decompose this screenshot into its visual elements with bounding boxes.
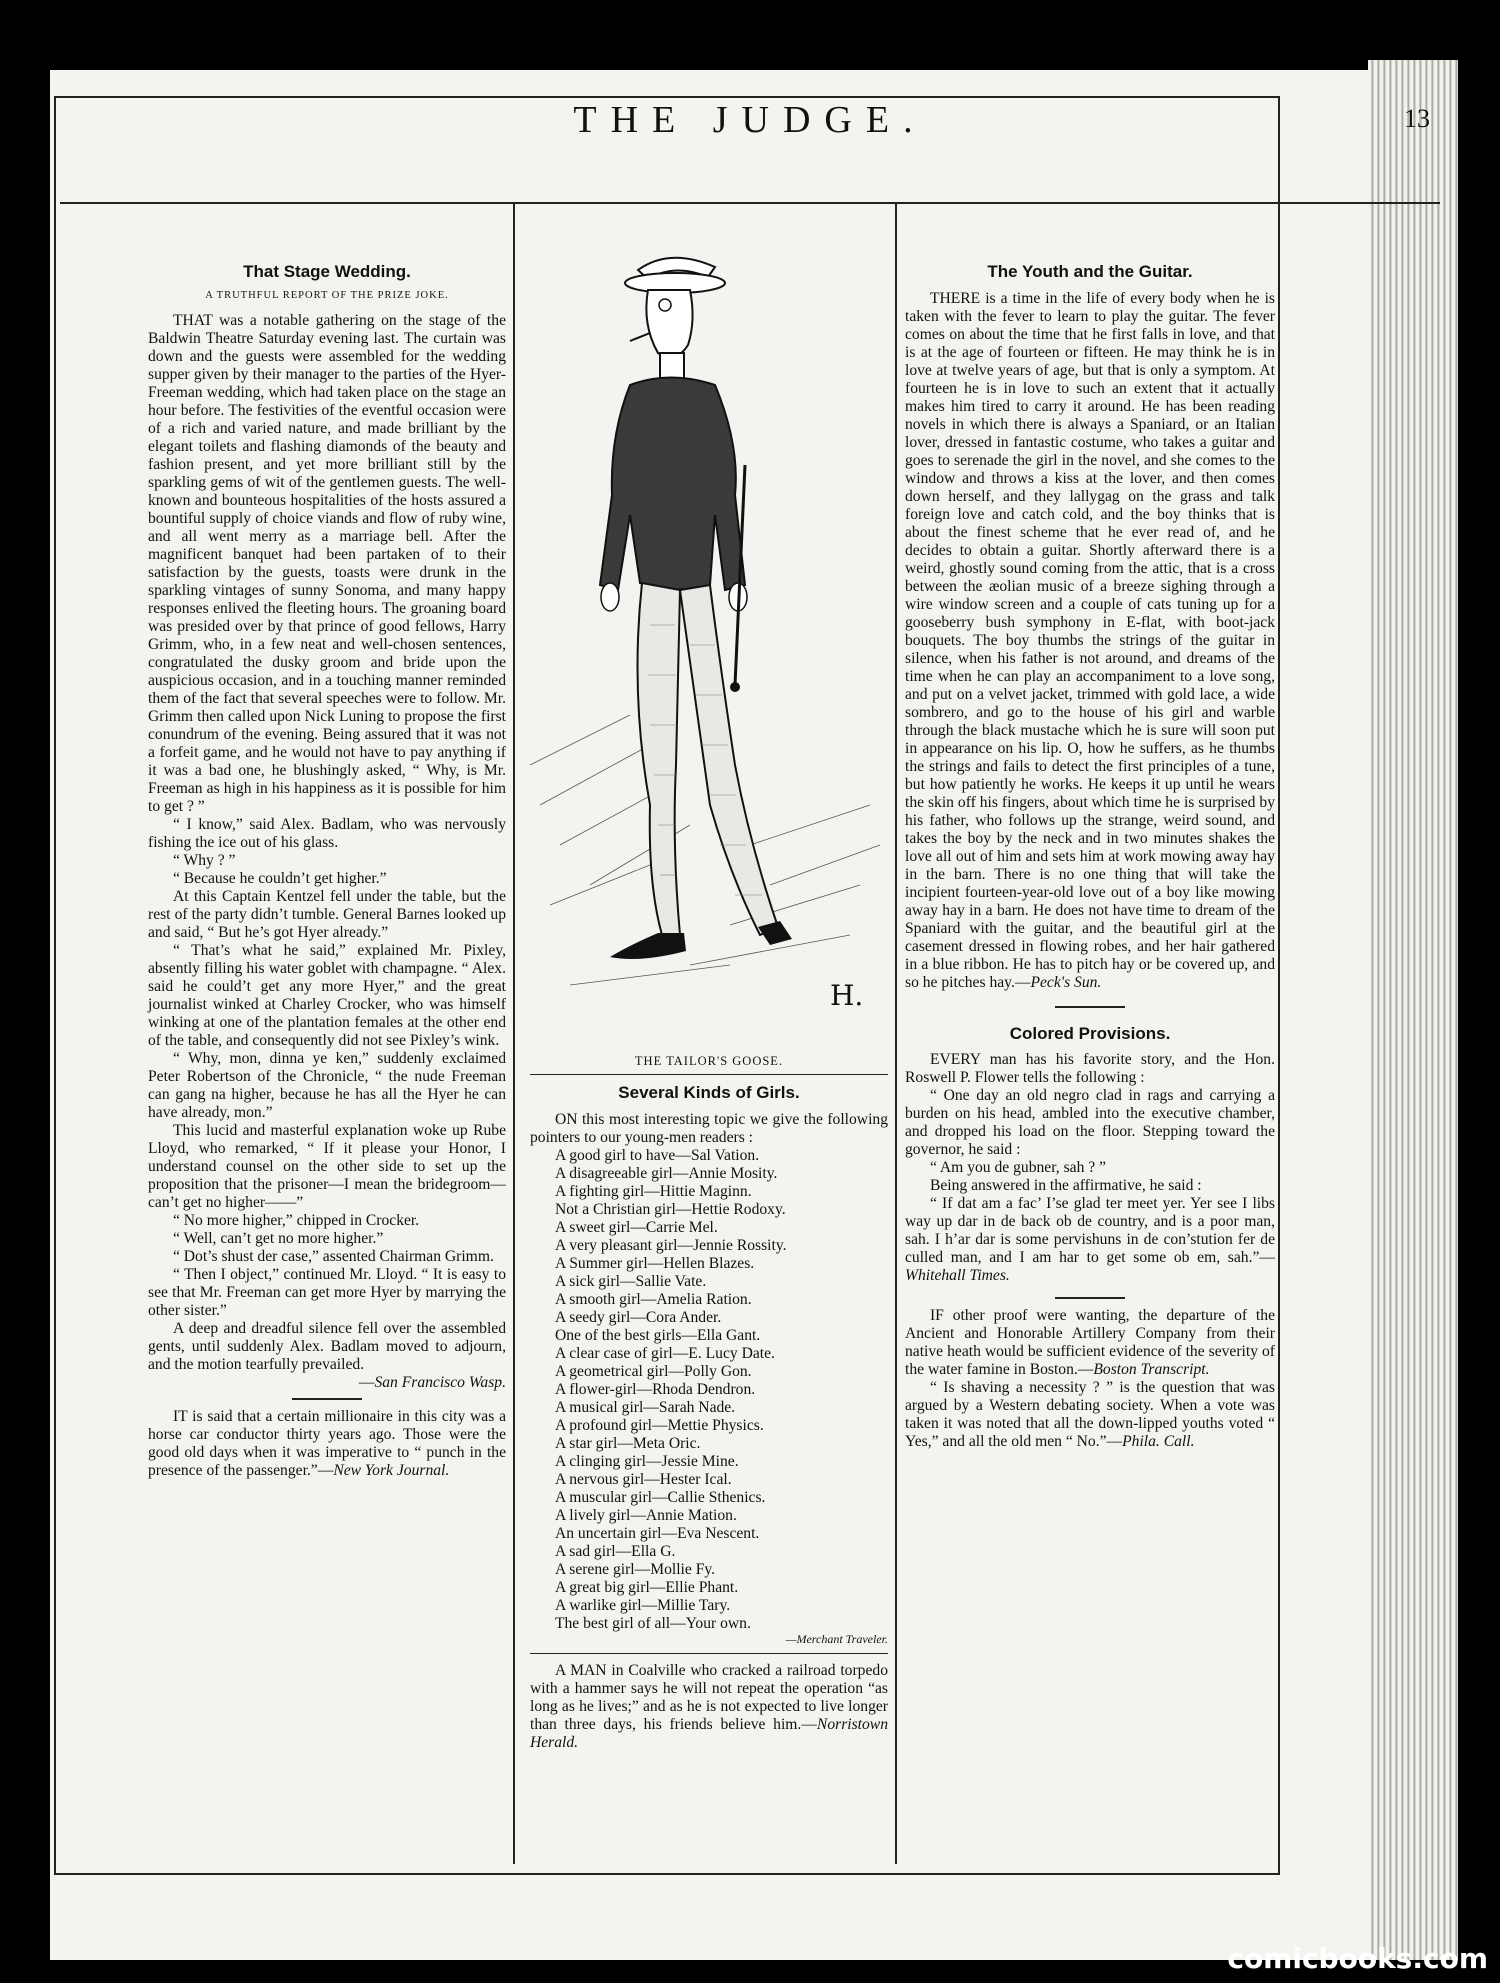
short-item: “ Is shaving a necessity ? ” is the question that was argued by a Western debating society. When a vote was taken it was noted that all the down-lipped youths voted “ Yes,” and all the old men “ No.”—Phila. Call. — [905, 1379, 1275, 1451]
paragraph: “ I know,” said Alex. Badlam, who was nervously fishing the ice out of his glass. — [148, 815, 506, 851]
list-item: A serene girl—Mollie Fy. — [554, 1561, 716, 1579]
list-item: A clinging girl—Jessie Mine. — [554, 1453, 739, 1471]
article-source: San Francisco Wasp. — [374, 1373, 506, 1391]
paragraph: THAT was a notable gathering on the stage of the Baldwin Theatre Saturday evening last. The curtain was down and the guests were assembled for the wedding supper given by their manager to the parties of the Hyer-Freeman wedding, which had taken place on the stage an hour before. The festivities of the eventful occasion were of a rich and varied nature, and made brilliant by the elegant toilets and flashing diamonds of the beauty and fashion present, and yet more brilliant still by the sparkling gems of wit of the gentlemen guests. The well-known and bounteous hospitalities of the hosts assured a bountiful supply of choice viands and flow of ruby wine, and all went merry as a marriage bell. After the magnificent banquet had been partaken of to their satisfaction by the guests, toasts were drunk in the sparkling vintages of sunny Sonoma, and many happy responses enlived the fleeting hours. The groaning board was presided over by that prince of good fellows, Harry Grimm, who, in a few neat and well-chosen sentences, congratulated the dusky groom and bride upon the auspicious occasion, and in a touching manner reminded them of the fact that several speeches were to follow. Mr. Grimm then called upon Nick Luning to propose the first conundrum of the evening. Being assured that it was not a forfeit game, and he would not have to pay anything if it was a bad one, he blushingly asked, “ Why, is Mr. Freeman as high in his happiness as it is possible for him to get ? ” — [148, 311, 506, 815]
article-title: The Youth and the Guitar. — [987, 262, 1193, 281]
article-title: That Stage Wedding. — [243, 262, 411, 281]
list-item: A profound girl—Mettie Physics. — [554, 1417, 764, 1435]
article-body: THERE is a time in the life of every body when he is taken with the fever to learn to play the guitar. The fever comes on about the time that he first falls in love, and that is at the age of fourteen or fifteen. He may think he is in love at twelve years of age, but that is only a symptom. At fourteen he is in love to such an extent that it actually makes him tired to carry it around. He has been reading novels in which there is always a Spaniard, or an Italian lover, dressed in fantastic costume, who takes a guitar and goes to serenade the girl in the novel, and she comes to the window and throws a kiss at the lover, and then comes down herself, and they lallygag on the grass and talk foreign love and catch cold, and the boy thinks that is about the finest scheme that he ever read of, and he decides to obtain a guitar. Shortly afterward there is a weird, ghostly sound coming from the attic, that is a cross between the æolian music of a breeze sighing through a wire window screen and a couple of cats tuning up for a gooseberry bush symphony in E-flat, with boot-jack bouquets. The boy thumbs the strings of the guitar in silence, when his father is not around, and dreams of the time when he can play an accompaniment to a love song, and put on a velvet jacket, trimmed with gold lace, a wide sombrero, and go to the house of his girl and warble through the black mustache which he is sure will soon put in appearance on his lip. O, how he suffers, as he thumbs the strings and fails to detect the first principles of a tune, but how patiently he works. He keeps it up until he wears the skin off his fingers, about which time he is surprised by his father, who follows up the strange, weird sound, and takes the boy by the neck and in two minutes shakes the love all out of him and sets him at work mowing away hay in the barn. There is no one thing that will take the incipient fourteen-year-old love out of a boy like mowing away hay in a barn. He does not have time to dream of the Spaniard with the guitar, and the beautiful girl at the casement dressed in flowing robes, and her hair gathered in a blue ribbon. He has to pitch hay or be covered up, and so he pitches hay.—Peck's Sun. — [905, 289, 1275, 991]
list-item: A warlike girl—Millie Tary. — [554, 1597, 731, 1615]
book-spine — [1368, 60, 1458, 1960]
list-item: One of the best girls—Ella Gant. — [554, 1327, 761, 1345]
list-item: A clear case of girl—E. Lucy Date. — [554, 1345, 775, 1363]
column-rule-2 — [895, 204, 897, 1864]
list-item: A good girl to have—Sal Vation. — [554, 1147, 760, 1165]
paragraph: “ Then I object,” continued Mr. Lloyd. “ It is easy to see that Mr. Freeman can get more Hyer by marrying the other sister.” — [148, 1265, 506, 1319]
list-item: The best girl of all—Your own. — [554, 1615, 751, 1633]
paragraph: “ No more higher,” chipped in Crocker. — [172, 1211, 420, 1229]
list-source: —Merchant Traveler. — [785, 1632, 888, 1647]
separator — [530, 1653, 888, 1654]
paragraph: “ One day an old negro clad in rags and carrying a burden on his head, ambled into the executive chamber, and dropped his load on the floor. Stepping toward the governor, he said : — [905, 1087, 1275, 1159]
list-item: A sweet girl—Carrie Mel. — [554, 1219, 718, 1237]
column-rule-1 — [513, 204, 515, 1864]
list-item: A great big girl—Ellie Phant. — [554, 1579, 739, 1597]
paragraph: This lucid and masterful explanation woke up Rube Lloyd, who remarked, “ If it please your Honor, I understand counsel on the other side to set up the proposition that the prisoner—I mean the bridegroom—can’t get no higher——” — [148, 1121, 506, 1211]
list-item: A seedy girl—Cora Ander. — [554, 1309, 722, 1327]
list-item: A sick girl—Sallie Vate. — [554, 1273, 707, 1291]
separator — [292, 1398, 362, 1400]
article-intro: ON this most interesting topic we give the following pointers to our young-men readers : — [530, 1111, 888, 1147]
article-body-2 — [905, 1051, 1275, 1285]
watermark: comicbooks.com — [1227, 1942, 1488, 1975]
article-source: Whitehall Times. — [905, 1267, 1010, 1285]
list-item: A geometrical girl—Polly Gon. — [554, 1363, 752, 1381]
paragraph: “ If dat am a fac’ I’se glad ter meet yer. Yer see I libs way up dar in de back ob de country, and is a poor man, sah. I h’ar dar is some pervishuns in de con’stution fer de culled man, and I am har to get some ob em, sah.”—Whitehall Times. — [905, 1195, 1275, 1285]
list-item: A musical girl—Sarah Nade. — [554, 1399, 736, 1417]
short-item: IT is said that a certain millionaire in this city was a horse car conductor thirty years ago. Those were the good old days when it was imperative to “ punch in the presence of the passenger.”—New York Journal. — [148, 1407, 506, 1479]
column-1: That Stage Wedding. A TRUTHFUL REPORT OF THE PRIZE JOKE. THAT was a notable gathering on the stage of the Baldwin Theatre Saturday evening last. The curtain was down and the guests were assembled for the wedding supper given by their manager to the parties of the Hyer-Freeman wedding, which had taken place on the stage an hour before. The festivities of the eventful occasion were of a rich and varied nature, and made brilliant by the elegant toilets and flashing diamonds of the beauty and fashion present, and yet more brilliant still by the sparkling gems of wit of the gentlemen guests. The well-known and bounteous hospitalities of the hosts assured a bountiful supply of choice viands and flow of ruby wine, and all went merry as a marriage bell. After the magnificent banquet had been partaken of to their satisfaction by the guests, toasts were drunk in the sparkling vintages of sunny Sonoma, and many happy responses enlived the fleeting hours. The groaning board was presided over by that prince of good fellows, Harry Grimm, who, in a few neat and well-chosen sentences, congratulated the dusky groom and bride upon the auspicious occasion, and in a touching manner reminded them of the fact that several speeches were to follow. Mr. Grimm then called upon Nick Luning to propose the first conundrum of the evening. Being assured that it was not a forfeit game, and he would not have to pay anything if it was a bad one, he blushingly asked, “ Why, is Mr. Freeman as high in his happiness as it is possible for him to get ? ” “ I know,” said Alex. Badlam, who was nervously fishing the ice out of his glass. “ Why ? ” “ Because he couldn’t get higher.” At this Captain Kentzel fell under the table, but the rest of the party didn’t tumble. General Barnes looked up and said, “ But he’s got Hyer already.” “ That’s what he said,” explained Mr. Pixley, absently filling his water goblet with champagne. “ Alex. said he could’t get any more Hyer,” and the great journalist winked at Charley Crocker, who was himself winking at one of the plantation females at the other end of the table, and consequently did not see Pixley’s wink. “ Why, mon, dinna ye ken,” suddenly exclaimed Peter Robertson of the Chronicle, “ the nude Freeman can gang na higher, because he has all the Hyer he can have already, mon.” This lucid and masterful explanation woke up Rube Lloyd, who remarked, “ If it please your Honor, I understand counsel on the other side to set up the proposition that the prisoner—I mean the bridegroom—can’t get no higher——” “ No more higher,” chipped in Crocker. “ Well, can’t get no more higher.” “ Dot’s shust der case,” assented Chairman Grimm. “ Then I object,” continued Mr. Lloyd. “ It is easy to see that Mr. Freeman can get more Hyer by marrying the other sister.” A deep and dreadful silence fell over the assembled gents, until suddenly Alex. Badlam moved to adjourn, and the motion tearfully prevailed. —San Francisco Wasp. IT is said that a certain millionaire in this city was a horse car conductor thirty years ago. Those were the good old days when it was imperative to “ punch in the presence of the passenger.”—New York Journal. — [148, 262, 506, 1479]
article-body — [148, 312, 506, 1374]
list-item: A nervous girl—Hester Ical. — [554, 1471, 732, 1489]
list-item: A smooth girl—Amelia Ration. — [554, 1291, 752, 1309]
list-item: A Summer girl—Hellen Blazes. — [554, 1255, 755, 1273]
paragraph: A deep and dreadful silence fell over the assembled gents, until suddenly Alex. Badlam moved to adjourn, and the motion tearfully prevailed. — [148, 1319, 506, 1373]
list-item: Not a Christian girl—Hettie Rodoxy. — [554, 1201, 786, 1219]
paragraph: “ Well, can’t get no more higher.” — [172, 1229, 384, 1247]
separator — [1055, 1006, 1125, 1008]
short-item: A MAN in Coalville who cracked a railroad torpedo with a hammer says he will not repeat the operation “as long as he lives;” and as he is not expected to live longer than three days, his friends believe him.—Norristown Herald. — [530, 1661, 888, 1751]
artist-signature: H. — [830, 979, 864, 1012]
list-item: A lively girl—Annie Mation. — [554, 1507, 737, 1525]
paragraph: EVERY man has his favorite story, and the Hon. Roswell P. Flower tells the following : — [905, 1051, 1275, 1087]
illustration-caption: THE TAILOR'S GOOSE. — [634, 1054, 784, 1068]
paragraph: “ Why, mon, dinna ye ken,” suddenly exclaimed Peter Robertson of the Chronicle, “ the nude Freeman can gang na higher, because he has all the Hyer he can have already, mon.” — [148, 1049, 506, 1121]
paragraph: “ That’s what he said,” explained Mr. Pixley, absently filling his water goblet with champagne. “ Alex. said he could’t get any more Hyer,” and the great journalist winked at Charley Crocker, who was himself winking at one of the plantation females at the other end of the table, and consequently did not see Pixley’s wink. — [148, 941, 506, 1049]
list-item: A sad girl—Ella G. — [554, 1543, 676, 1561]
masthead: THE JUDGE. — [573, 99, 927, 141]
page-number: 13 — [1404, 104, 1430, 133]
short-item: IF other proof were wanting, the departure of the Ancient and Honorable Artillery Company from their native heath would be sufficient evidence of the severity of the water famine in Boston.—Boston Transcript. — [905, 1307, 1275, 1379]
list-item: A flower-girl—Rhoda Dendron. — [554, 1381, 756, 1399]
article-title-2: Colored Provisions. — [1009, 1023, 1171, 1043]
column-2 — [530, 245, 888, 1752]
paragraph: “ Am you de gubner, sah ? ” — [929, 1159, 1107, 1177]
paragraph: “ Why ? ” — [172, 851, 236, 869]
list-item: An uncertain girl—Eva Nescent. — [554, 1525, 760, 1543]
list-item: A very pleasant girl—Jennie Rossity. — [554, 1237, 787, 1255]
article-subtitle: A TRUTHFUL REPORT OF THE PRIZE JOKE. — [205, 289, 449, 301]
list-item: A star girl—Meta Oric. — [554, 1435, 701, 1453]
masthead-rule — [60, 202, 1440, 204]
list-item: A fighting girl—Hittie Maginn. — [554, 1183, 752, 1201]
paragraph: “ Dot’s shust der case,” assented Chairman Grimm. — [172, 1247, 494, 1265]
article-title: Several Kinds of Girls. — [618, 1083, 800, 1103]
paragraph: At this Captain Kentzel fell under the table, but the rest of the party didn’t tumble. General Barnes looked up and said, “ But he’s got Hyer already.” — [148, 887, 506, 941]
list-item: A disagreeable girl—Annie Mosity. — [554, 1165, 778, 1183]
list-item: A muscular girl—Callie Sthenics. — [554, 1489, 766, 1507]
separator — [1055, 1297, 1125, 1299]
column-3 — [905, 262, 1275, 1451]
paragraph: Being answered in the affirmative, he said : — [929, 1177, 1202, 1195]
separator — [530, 1074, 888, 1075]
paragraph: “ Because he couldn’t get higher.” — [172, 869, 387, 887]
girls-list — [530, 1147, 888, 1633]
tailors-goose-illustration — [530, 245, 888, 1045]
